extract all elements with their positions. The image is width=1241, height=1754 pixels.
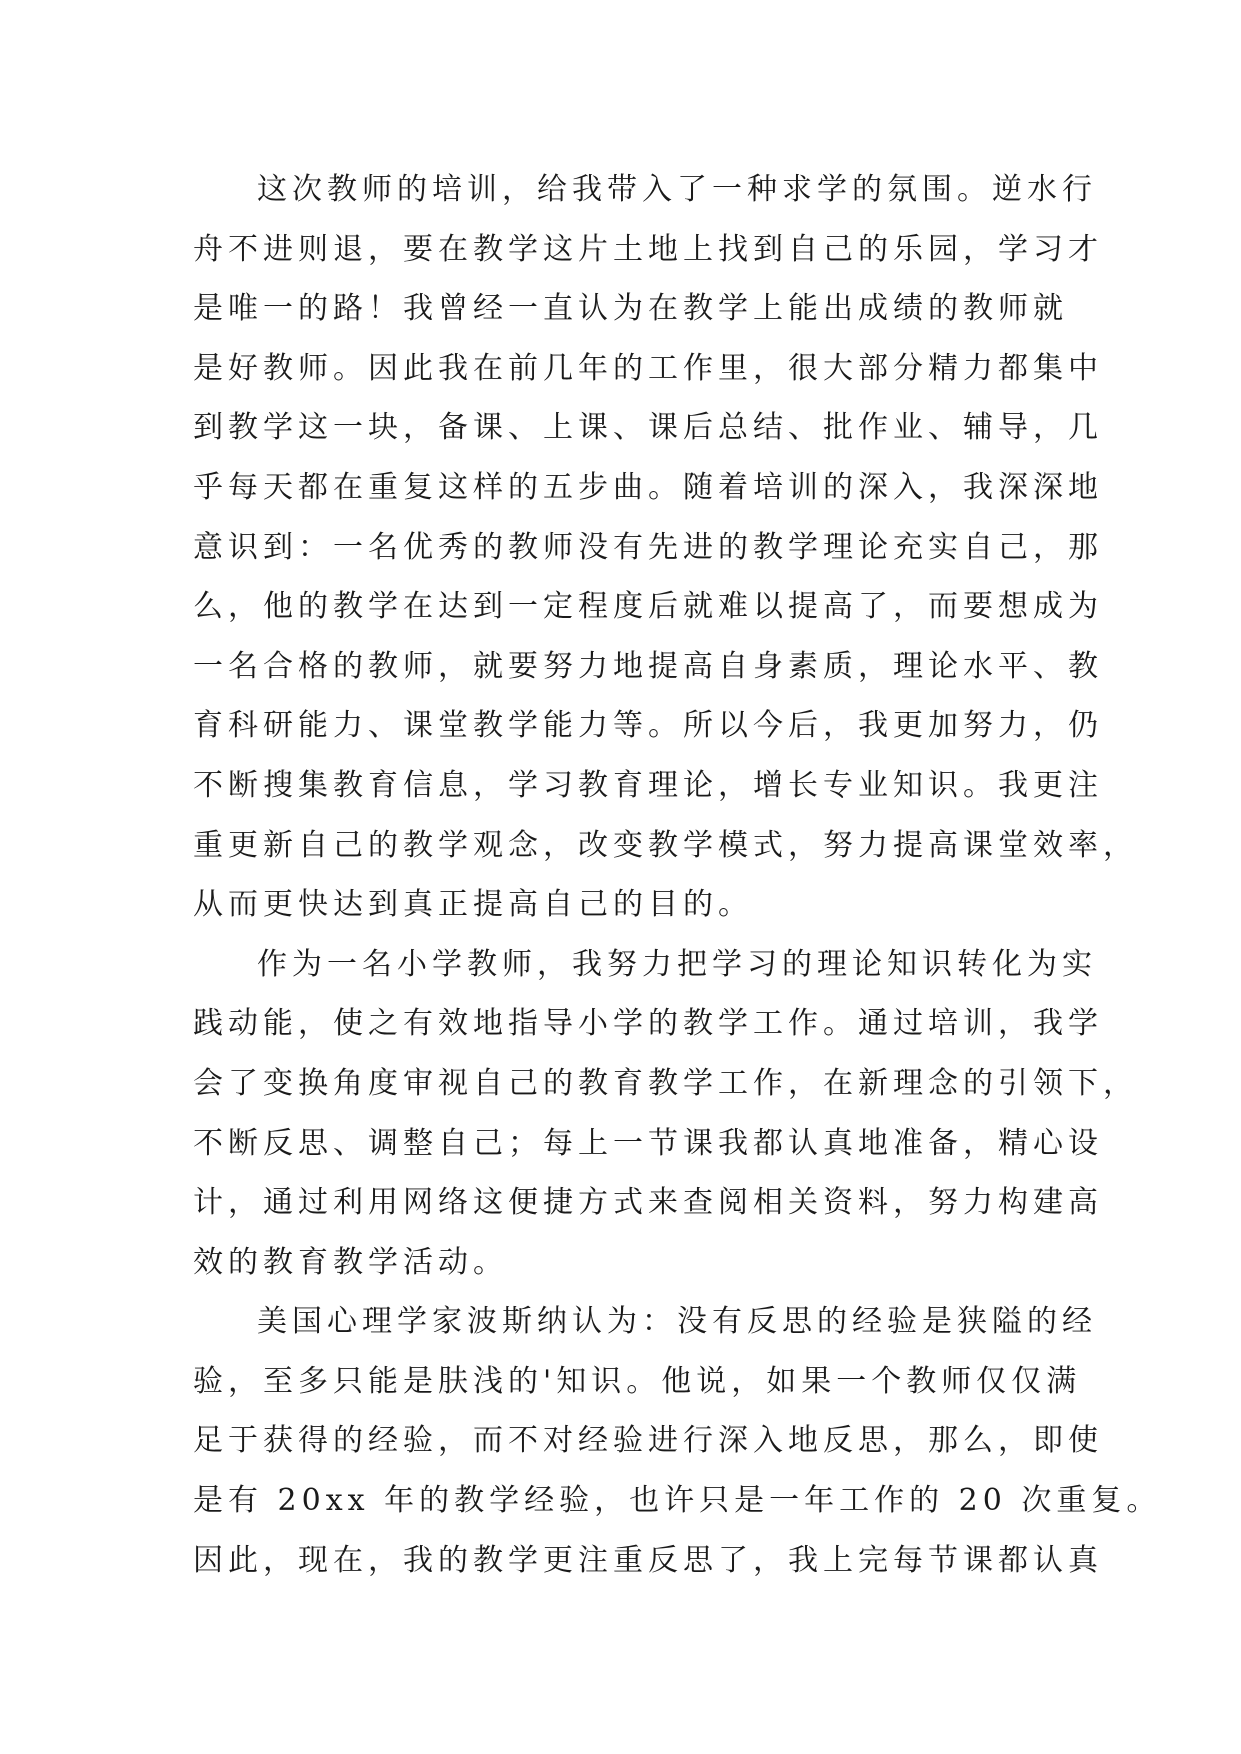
paragraph-line: 乎每天都在重复这样的五步曲。随着培训的深入，我深深地 [193,469,1103,505]
paragraph-line: 践动能，使之有效地指导小学的教学工作。通过培训，我学 [193,1006,1103,1042]
document-body [193,160,1162,1590]
paragraph-line: 育科研能力、课堂教学能力等。所以今后，我更加努力，仍 [193,708,1103,744]
paragraph-line: 舟不进则退，要在教学这片土地上找到自己的乐园，学习才 [193,231,1103,267]
paragraph-line: 是唯一的路！我曾经一直认为在教学上能出成绩的教师就 [193,291,1068,327]
paragraph-line: 美国心理学家波斯纳认为：没有反思的经验是狭隘的经 [257,1304,1097,1340]
paragraph-line: 验，至多只能是肤浅的'知识。他说，如果一个教师仅仅满 [193,1363,1082,1399]
paragraph-line: 意识到：一名优秀的教师没有先进的教学理论充实自己，那 [193,529,1103,565]
paragraph-line: 不断搜集教育信息，学习教育理论，增长专业知识。我更注 [193,767,1103,803]
paragraph-line: 从而更快达到真正提高自己的目的。 [193,887,753,923]
paragraph-line: 重更新自己的教学观念，改变教学模式，努力提高课堂效率， [193,827,1138,863]
paragraph-line: 计，通过利用网络这便捷方式来查阅相关资料，努力构建高 [193,1185,1103,1221]
paragraph-line: 是好教师。因此我在前几年的工作里，很大部分精力都集中 [193,350,1103,386]
paragraph-line: 作为一名小学教师，我努力把学习的理论知识转化为实 [257,946,1097,982]
paragraph-line: 到教学这一块，备课、上课、课后总结、批作业、辅导，几 [193,410,1103,446]
paragraph-line: 这次教师的培训，给我带入了一种求学的氛围。逆水行 [257,172,1097,207]
paragraph-line: 么，他的教学在达到一定程度后就难以提高了，而要想成为 [193,589,1103,625]
paragraph-line: 效的教育教学活动。 [193,1244,508,1280]
paragraph-line: 因此，现在，我的教学更注重反思了，我上完每节课都认真 [193,1542,1103,1578]
paragraph-line: 会了变换角度审视自己的教育教学工作，在新理念的引领下， [193,1065,1138,1101]
paragraph-line: 是有 20xx 年的教学经验，也许只是一年工作的 20 次重复。 [193,1483,1162,1519]
paragraph-line: 不断反思、调整自己；每上一节课我都认真地准备，精心设 [193,1125,1103,1161]
paragraph-line: 一名合格的教师，就要努力地提高自身素质，理论水平、教 [193,648,1103,684]
paragraph-line: 足于获得的经验，而不对经验进行深入地反思，那么，即使 [193,1423,1103,1459]
